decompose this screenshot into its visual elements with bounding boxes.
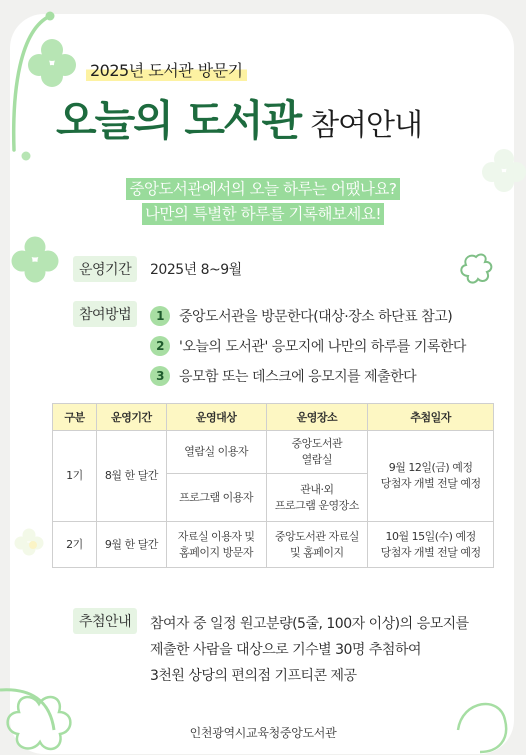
title-main: 오늘의 도서관 <box>56 96 301 145</box>
period-cell: 9월 한 달간 <box>96 522 166 568</box>
place-cell <box>266 474 368 522</box>
step-text: 응모함 또는 데스크에 응모지를 제출한다 <box>179 369 417 385</box>
target-cell: 프로그램 이용자 <box>166 474 266 522</box>
table-row <box>53 431 494 474</box>
title-sub: 참여안내 <box>310 108 422 143</box>
place-cell <box>266 431 368 474</box>
step-number: 1 <box>150 306 170 326</box>
target-cell <box>166 522 266 568</box>
page-title <box>56 88 422 148</box>
method-step <box>150 366 416 386</box>
place-line: 프로그램 운영장소 <box>274 498 359 512</box>
table-header-cell: 운영기간 <box>96 404 166 431</box>
notice-line: 3천원 상당의 편의점 기프티콘 제공 <box>150 668 357 684</box>
table-row <box>53 522 494 568</box>
target-cell: 열람실 이용자 <box>166 431 266 474</box>
round-cell: 2기 <box>53 522 97 568</box>
notice-text <box>150 611 469 689</box>
intro-line-2: 나만의 특별한 하루를 기록해보세요! <box>142 203 384 225</box>
method-step <box>150 336 466 356</box>
clover-icon <box>26 38 78 88</box>
year-tag: 2025년 도서관 방문기 <box>86 58 247 81</box>
intro <box>0 178 526 228</box>
draw-note: 당첨자 개별 전달 예정 <box>380 477 481 490</box>
step-text: '오늘의 도서관' 응모지에 나만의 하루를 기록한다 <box>179 339 466 355</box>
step-number: 2 <box>150 336 170 356</box>
place-cell <box>266 522 368 568</box>
clover-outline-icon <box>458 252 494 286</box>
clover-outline-bottom-icon <box>4 690 74 755</box>
method-label: 참여방법 <box>73 301 137 327</box>
schedule-table <box>52 403 494 568</box>
small-dot-icon-2 <box>28 540 38 550</box>
method-step <box>150 306 452 326</box>
table-header-cell: 운영대상 <box>166 404 266 431</box>
step-text: 중앙도서관을 방문한다(대상·장소 하단표 참고) <box>179 309 453 325</box>
notice-label: 추첨안내 <box>73 608 137 634</box>
draw-date: 10월 15일(수) 예정 <box>385 529 476 543</box>
period-cell: 8월 한 달간 <box>96 431 166 522</box>
table-header-row <box>53 404 494 431</box>
small-dot-icon <box>21 151 31 161</box>
draw-date: 9월 12일(금) 예정 <box>388 461 473 474</box>
place-line: 중앙도서관 자료실 <box>274 529 359 543</box>
table-header-cell: 구분 <box>53 404 97 431</box>
stem-dot <box>46 12 55 21</box>
table-header-cell: 운영장소 <box>266 404 368 431</box>
draw-note: 당첨자 개별 전달 예정 <box>380 545 481 559</box>
notice-line: 제출한 사람을 대상으로 기수별 30명 추첨하여 <box>150 642 421 658</box>
place-line: 중앙도서관 <box>291 437 343 450</box>
period-value: 2025년 8~9월 <box>150 262 242 278</box>
footer-org: 인천광역시교육청중앙도서관 <box>189 726 337 740</box>
intro-line-1: 중앙도서관에서의 오늘 하루는 어땠나요? <box>126 178 399 200</box>
place-line: 열람실 <box>301 453 333 466</box>
target-line: 자료실 이용자 및 <box>177 529 255 543</box>
notice-line: 참여자 중 일정 원고분량(5줄, 100자 이상)의 응모지를 <box>150 616 469 632</box>
step-number: 3 <box>150 366 170 386</box>
round-cell: 1기 <box>53 431 97 522</box>
table-header-cell: 추첨일자 <box>368 404 494 431</box>
place-line: 및 홈페이지 <box>290 545 344 559</box>
period-label: 운영기간 <box>73 256 137 282</box>
draw-cell <box>368 522 494 568</box>
clover-icon-left <box>10 236 60 284</box>
target-line: 홈페이지 방문자 <box>179 545 254 559</box>
place-line: 관내·외 <box>300 482 334 496</box>
draw-cell <box>368 431 494 522</box>
